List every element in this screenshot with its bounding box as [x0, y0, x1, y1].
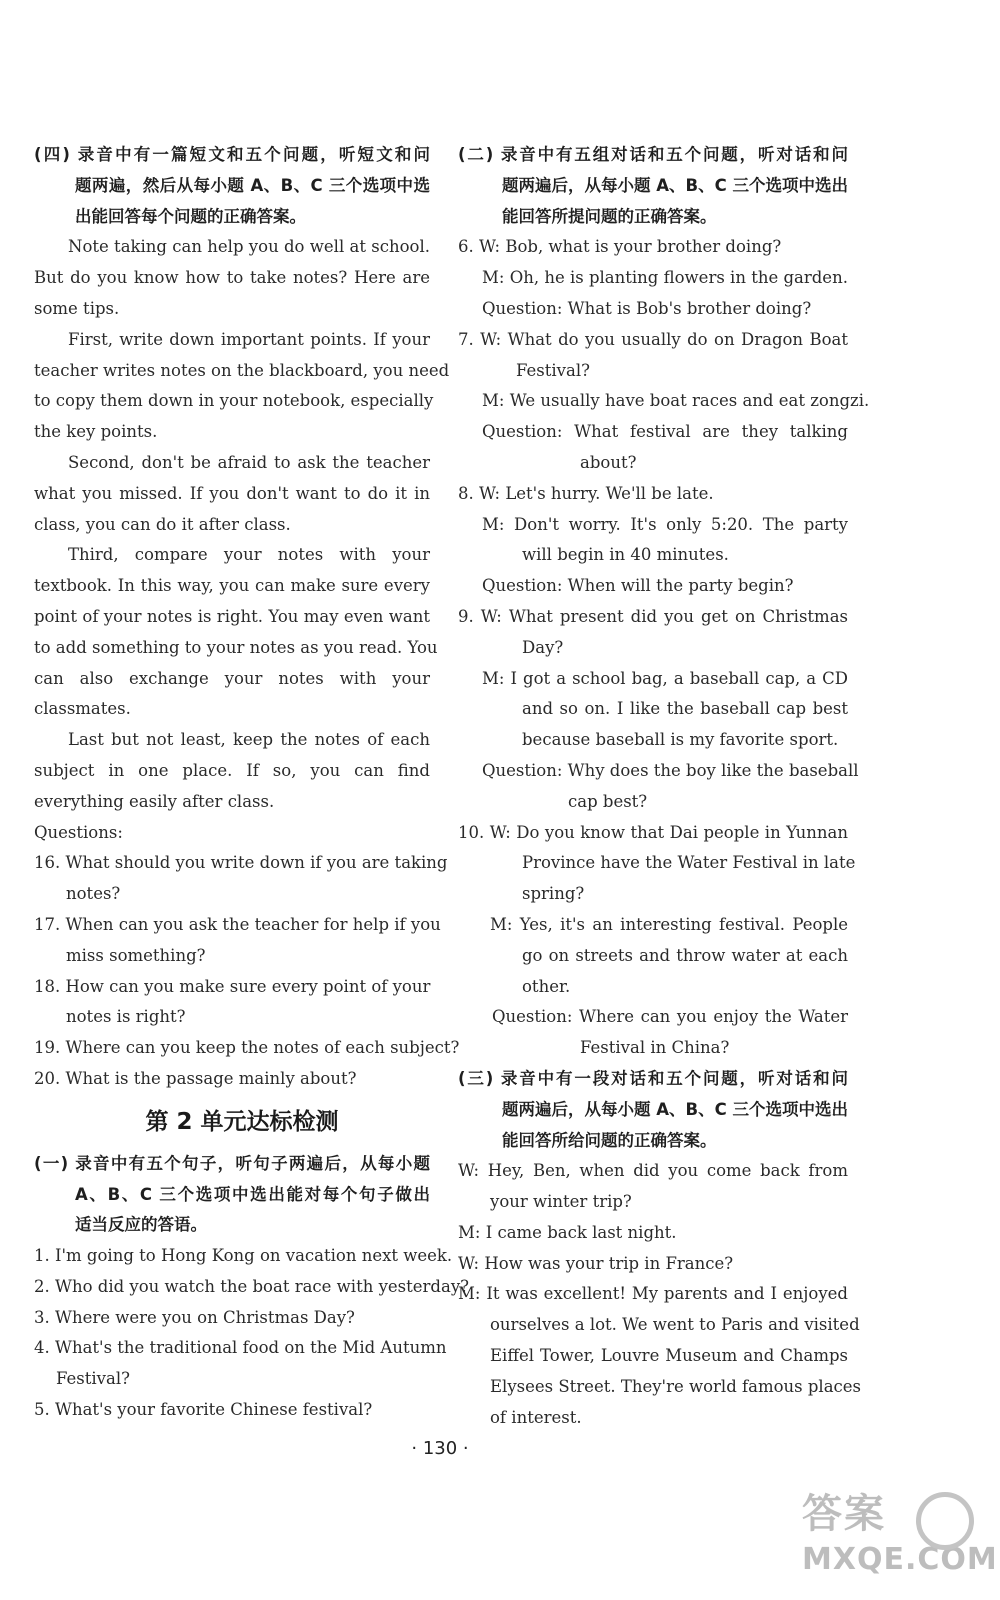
passage-line: Note taking can help you do well at school.	[68, 237, 430, 257]
dialog-line: Question: Where can you enjoy the Water	[492, 1007, 848, 1027]
dialog-line: about?	[580, 452, 637, 472]
section-2-heading-line: 题两遍后，从每小题 A、B、C 三个选项中选出	[502, 175, 848, 195]
dialog-3-line: Eiffel Tower, Louvre Museum and Champs	[490, 1346, 848, 1366]
passage-line: Second, don't be afraid to ask the teacher	[68, 452, 430, 472]
dialog-line: Province have the Water Festival in late	[522, 853, 856, 873]
dialog-line: 7. W: What do you usually do on Dragon Boat	[458, 329, 848, 349]
dialog-line: Question: What is Bob's brother doing?	[482, 298, 812, 318]
dialog-line: Question: Why does the boy like the baseball	[482, 760, 859, 780]
sentence-line: 1. I'm going to Hong Kong on vacation next week.	[34, 1246, 453, 1266]
question-line: notes is right?	[66, 1007, 186, 1027]
section-2-heading-line: (二) 录音中有五组对话和五个问题，听对话和问	[458, 145, 848, 164]
section-1-heading-line: (一) 录音中有五个句子，听句子两遍后，从每小题	[34, 1153, 430, 1173]
dialog-line: Festival in China?	[580, 1038, 730, 1058]
dialog-line: Question: When will the party begin?	[482, 576, 794, 596]
dialog-line: Question: What festival are they talking	[482, 422, 848, 442]
dialog-line: M: Yes, it's an interesting festival. People	[490, 914, 848, 934]
passage-line: class, you can do it after class.	[34, 514, 291, 534]
dialog-3-line: of interest.	[490, 1407, 582, 1427]
questions-label: Questions:	[34, 822, 123, 842]
question-line: 17. When can you ask the teacher for help if you	[34, 914, 441, 934]
passage-line: textbook. In this way, you can make sure every	[34, 576, 430, 596]
passage-line: But do you know how to take notes? Here are	[34, 268, 430, 288]
left-column	[34, 140, 469, 1426]
passage-line: teacher writes notes on the blackboard, you need	[34, 360, 450, 380]
passage-line: Third, compare your notes with your	[68, 545, 430, 565]
dialog-3-line: W: Hey, Ben, when did you come back from	[458, 1161, 848, 1181]
watermark	[802, 1488, 998, 1588]
dialog-line: M: I got a school bag, a baseball cap, a CD	[482, 668, 848, 688]
passage-line: some tips.	[34, 298, 120, 318]
dialog-line: 8. W: Let's hurry. We'll be late.	[458, 483, 714, 503]
dialog-3-line: M: I came back last night.	[458, 1222, 677, 1242]
section-1-heading-line: 适当反应的答语。	[75, 1215, 207, 1235]
passage-line: everything easily after class.	[34, 791, 275, 811]
passage-line: Last but not least, keep the notes of each	[68, 730, 430, 750]
page-number: · 130 ·	[411, 1438, 469, 1459]
watermark-circle-icon	[916, 1492, 974, 1550]
dialog-line: and so on. I like the baseball cap best	[522, 699, 848, 719]
question-line: 19. Where can you keep the notes of each subject?	[34, 1038, 460, 1058]
dialog-line: M: Don't worry. It's only 5:20. The party	[482, 514, 848, 534]
passage-line: to copy them down in your notebook, especially	[34, 391, 434, 411]
section-3-heading-line: 题两遍后，从每小题 A、B、C 三个选项中选出	[502, 1099, 848, 1119]
question-line: miss something?	[66, 945, 206, 965]
dialog-line: M: We usually have boat races and eat zongzi.	[482, 391, 870, 411]
question-line: 20. What is the passage mainly about?	[34, 1068, 357, 1088]
passage-line: the key points.	[34, 422, 158, 442]
dialog-line: 10. W: Do you know that Dai people in Yunnan	[458, 822, 848, 842]
section-2-heading-line: 能回答所提问题的正确答案。	[502, 206, 717, 226]
dialog-line: cap best?	[568, 791, 648, 811]
dialog-line: other.	[522, 976, 571, 996]
dialog-line: go on streets and throw water at each	[522, 945, 848, 965]
section-4-heading-line: 出能回答每个问题的正确答案。	[75, 206, 306, 226]
sentence-line: Festival?	[56, 1369, 130, 1389]
passage-line: what you missed. If you don't want to do it in	[34, 483, 430, 503]
sentence-line: 5. What's your favorite Chinese festival?	[34, 1400, 373, 1420]
sentence-line: 4. What's the traditional food on the Mid Autumn	[34, 1338, 447, 1358]
watermark-bottom: MXQE.COM	[802, 1542, 998, 1577]
dialog-line: Day?	[522, 637, 564, 657]
dialog-line: 9. W: What present did you get on Christmas	[458, 606, 848, 626]
question-line: notes?	[66, 884, 121, 904]
dialog-3-line: W: How was your trip in France?	[458, 1253, 734, 1273]
unit-title: 第 2 单元达标检测	[145, 1108, 339, 1135]
dialog-3-line: your winter trip?	[490, 1192, 632, 1212]
dialog-3-line: ourselves a lot. We went to Paris and visited	[490, 1315, 860, 1335]
passage-line: point of your notes is right. You may even want	[34, 606, 430, 626]
dialog-3-line: Elysees Street. They're world famous places	[490, 1376, 862, 1396]
dialog-line: spring?	[522, 884, 585, 904]
dialog-line: Festival?	[516, 360, 590, 380]
section-1-heading-line: A、B、C 三个选项中选出能对每个句子做出	[75, 1184, 430, 1204]
dialog-line: will begin in 40 minutes.	[522, 545, 729, 565]
section-3-heading-line: 能回答所给问题的正确答案。	[502, 1130, 717, 1150]
dialog-3-line: M: It was excellent! My parents and I enjoyed	[458, 1284, 848, 1304]
passage-line: First, write down important points. If your	[68, 329, 430, 349]
watermark-top: 答案	[802, 1491, 886, 1537]
right-column	[458, 140, 870, 1433]
question-line: 18. How can you make sure every point of your	[34, 976, 431, 996]
dialog-line: because baseball is my favorite sport.	[522, 730, 839, 750]
dialog-line: M: Oh, he is planting flowers in the garden.	[482, 268, 848, 288]
passage-line: can also exchange your notes with your	[34, 668, 430, 688]
sentence-line: 2. Who did you watch the boat race with yesterday?	[34, 1276, 469, 1296]
passage-line: classmates.	[34, 699, 131, 719]
passage-line: to add something to your notes as you read. You	[34, 637, 438, 657]
passage-line: subject in one place. If so, you can find	[34, 760, 430, 780]
section-3-heading-line: (三) 录音中有一段对话和五个问题，听对话和问	[458, 1068, 848, 1088]
dialog-line: 6. W: Bob, what is your brother doing?	[458, 237, 782, 257]
question-line: 16. What should you write down if you are taking	[34, 853, 448, 873]
sentence-line: 3. Where were you on Christmas Day?	[34, 1307, 355, 1327]
section-4-heading-line: 题两遍，然后从每小题 A、B、C 三个选项中选	[75, 175, 430, 195]
section-4-heading-line: (四) 录音中有一篇短文和五个问题，听短文和问	[34, 145, 430, 164]
